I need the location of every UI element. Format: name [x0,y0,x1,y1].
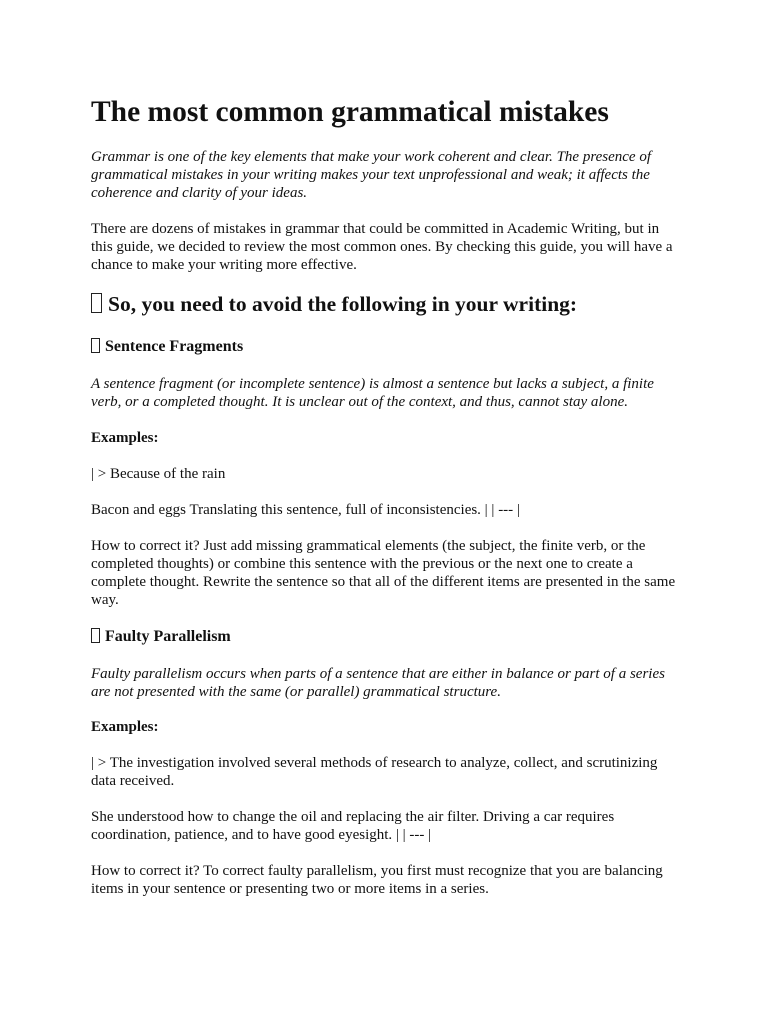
section-definition: Faulty parallelism occurs when parts of a sentence that are either in balance or part of a series are not presented with the same (or parallel) grammatical structure. [91,666,665,700]
correction-paragraph: How to correct it? Just add missing grammatical elements (the subject, the finite verb, or the completed thoughts) or combine this sentence with the previous or the next one to create a complete thought. Rewrite the sentence so that all of the different items are presented in the same way. [91,538,676,608]
section-heading-text: Faulty Parallelism [105,628,231,645]
section-heading-text: Sentence Fragments [105,338,244,355]
example-line: | > Because of the rain [91,466,226,482]
examples-label: Examples: [91,430,159,446]
missing-glyph-icon [91,628,100,643]
section-definition: A sentence fragment (or incomplete sentence) is almost a sentence but lacks a subject, a finite verb, or a completed thought. It is unclear out of the context, and thus, cannot stay alone. [91,376,654,410]
examples-label: Examples: [91,719,159,735]
intro-paragraph: There are dozens of mistakes in grammar that could be committed in Academic Writing, but in this guide, we decided to review the most common ones. By checking this guide, you will have a chance to make your writing more effective. [91,221,673,273]
missing-glyph-icon [91,293,102,313]
correction-paragraph: How to correct it? To correct faulty parallelism, you first must recognize that you are balancing items in your sentence or presenting two or more items in a series. [91,863,663,897]
intro-italic-paragraph: Grammar is one of the key elements that make your work coherent and clear. The presence of grammatical mistakes in your writing makes your text unprofessional and weak; it affects the coherence and clarity of your ideas. [91,149,652,201]
example-line: She understood how to change the oil and replacing the air filter. Driving a car requires coordination, patience, and to have good eyesight. | | --- | [91,809,615,843]
avoid-heading-text: So, you need to avoid the following in your writing: [108,292,578,316]
missing-glyph-icon [91,338,100,353]
example-line: | > The investigation involved several methods of research to analyze, collect, and scrutinizing data received. [91,755,658,789]
example-line: Bacon and eggs Translating this sentence, full of inconsistencies. | | --- | [91,502,520,518]
section-heading-sentence-fragments [91,337,243,357]
page-title: The most common grammatical mistakes [91,96,609,128]
avoid-heading [91,291,577,317]
section-heading-faulty-parallelism [91,627,231,647]
